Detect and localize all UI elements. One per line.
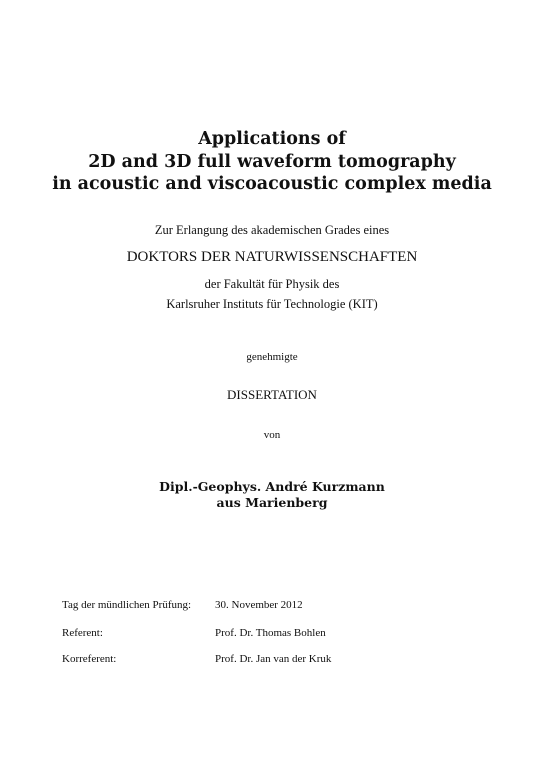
- approved-label: genehmigte: [246, 351, 298, 363]
- by-label: von: [263, 429, 281, 441]
- degree-name: DOKTORS DER NATURWISSENSCHAFTEN: [126, 249, 418, 265]
- faculty: der Fakultät für Physik des: [204, 277, 340, 291]
- degree-intro: Zur Erlangung des akademischen Grades eines: [154, 223, 390, 237]
- title-line-3: in acoustic and viscoacoustic complex media: [52, 174, 492, 194]
- author-origin: aus Marienberg: [216, 495, 328, 510]
- document-type: DISSERTATION: [227, 387, 317, 402]
- institution: Karlsruher Instituts für Technologie (KIT): [166, 297, 378, 311]
- co-referee-value: Prof. Dr. Jan van der Kruk: [215, 653, 332, 665]
- exam-date-label: Tag der mündlichen Prüfung:: [62, 599, 192, 611]
- title-line-1: Applications of: [198, 129, 346, 149]
- referee-label: Referent:: [62, 627, 103, 639]
- referee-value: Prof. Dr. Thomas Bohlen: [215, 627, 326, 639]
- co-referee-label: Korreferent:: [62, 653, 117, 665]
- exam-date-value: 30. November 2012: [215, 599, 303, 611]
- author-name: Dipl.-Geophys. André Kurzmann: [159, 479, 385, 494]
- title-line-2: 2D and 3D full waveform tomography: [88, 152, 456, 172]
